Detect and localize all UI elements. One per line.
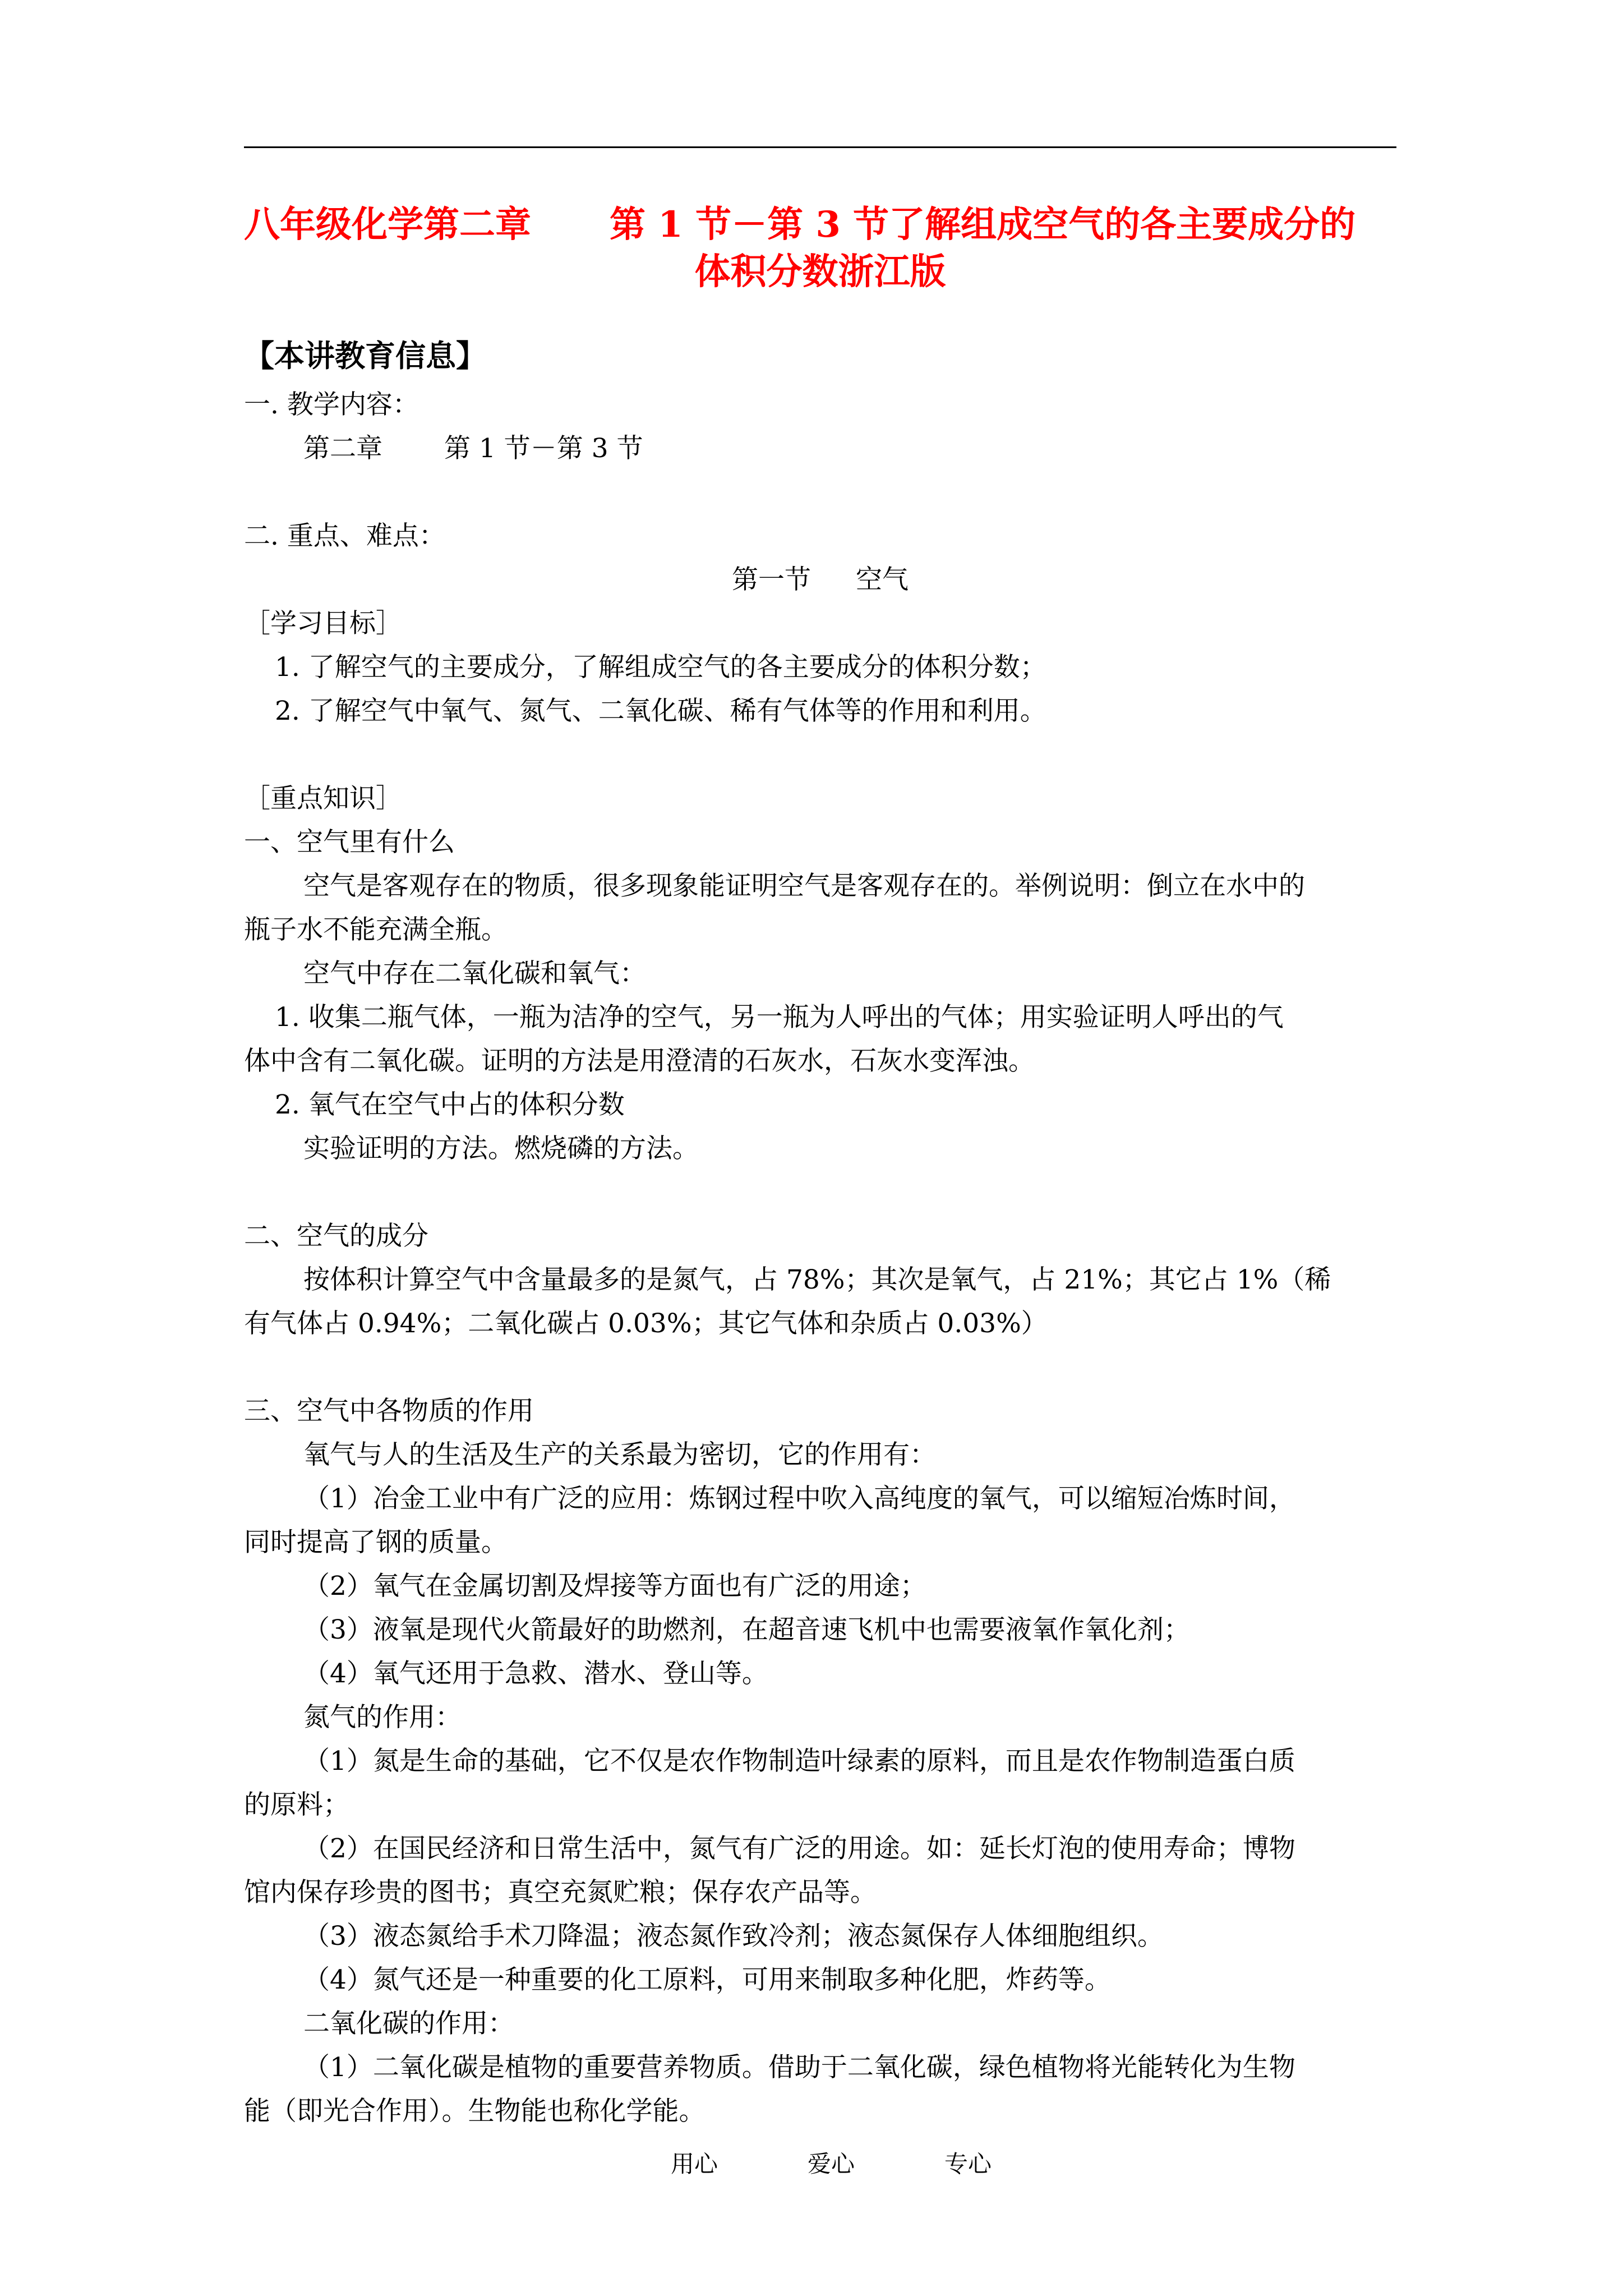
oxygen-intro: 氧气与人的生活及生产的关系最为密切，它的作用有：: [303, 1439, 936, 1470]
nitrogen-intro: 氮气的作用：: [303, 1702, 462, 1733]
title-topic: 第 1 节－第 3 节了解组成空气的各主要成分的: [610, 204, 1356, 246]
section1-chapter: 第二章: [303, 433, 382, 464]
footer-word-1: 用心: [671, 2150, 718, 2178]
co2-intro: 二氧化碳的作用：: [303, 2008, 514, 2039]
knowledge-part3-heading: 三、空气中各物质的作用: [244, 1396, 534, 1427]
nitrogen-use-4: （4）氮气还是一种重要的化工原料，可用来制取多种化肥，炸药等。: [303, 1964, 1111, 1995]
section2-heading: 二. 重点、难点：: [244, 521, 445, 551]
nitrogen-use-3: （3）液态氮给手术刀降温；液态氮作致冷剂；液态氮保存人体细胞组织。: [303, 1921, 1164, 1952]
footer-word-3: 专心: [944, 2150, 992, 2178]
knowledge-part2-line1: 按体积计算空气中含量最多的是氮气，占 78%；其次是氧气，占 21%；其它占 1%（稀: [303, 1264, 1331, 1295]
nitrogen-use-2-line2: 馆内保存珍贵的图书；真空充氮贮粮；保存农产品等。: [244, 1877, 877, 1908]
goals-heading: ［学习目标］: [244, 608, 402, 639]
goals-item-2: 2. 了解空气中氧气、氮气、二氧化碳、稀有气体等的作用和利用。: [275, 696, 1046, 726]
section1-sections: 第 1 节－第 3 节: [444, 433, 643, 464]
section2-subtitle-number: 第一节: [732, 564, 811, 595]
knowledge-p1-line1: 空气是客观存在的物质，很多现象能证明空气是客观存在的。举例说明：倒立在水中的: [303, 871, 1305, 901]
nitrogen-use-1-line1: （1）氮是生命的基础，它不仅是农作物制造叶绿素的原料，而且是农作物制造蛋白质: [303, 1746, 1295, 1777]
document-title-line-1: [244, 200, 1396, 250]
document-title-line-2: 体积分数浙江版: [694, 251, 946, 293]
knowledge-part2-line2: 有气体占 0.94%；二氧化碳占 0.03%；其它气体和杂质占 0.03%）: [244, 1308, 1048, 1339]
section1-content: [303, 432, 643, 466]
oxygen-use-2: （2）氧气在金属切割及焊接等方面也有广泛的用途；: [303, 1571, 926, 1602]
co2-use-1-line1: （1）二氧化碳是植物的重要营养物质。借助于二氧化碳，绿色植物将光能转化为生物: [303, 2052, 1295, 2083]
goals-item-1: 1. 了解空气的主要成分，了解组成空气的各主要成分的体积分数；: [275, 652, 1046, 683]
nitrogen-use-2-line1: （2）在国民经济和日常生活中，氮气有广泛的用途。如：延长灯泡的使用寿命；博物: [303, 1833, 1295, 1864]
knowledge-item2-detail: 实验证明的方法。燃烧磷的方法。: [303, 1133, 699, 1164]
knowledge-p2: 空气中存在二氧化碳和氧气：: [303, 958, 646, 989]
knowledge-part2-heading: 二、空气的成分: [244, 1221, 428, 1251]
knowledge-item1-line1: 1. 收集二瓶气体，一瓶为洁净的空气，另一瓶为人呼出的气体；用实验证明人呼出的气: [275, 1002, 1284, 1033]
section1-heading: 一. 教学内容：: [244, 389, 419, 420]
footer-word-2: 爱心: [808, 2150, 855, 2178]
title-chapter: 八年级化学第二章: [244, 204, 531, 246]
section2-subtitle: [244, 563, 1396, 597]
oxygen-use-1-line1: （1）冶金工业中有广泛的应用：炼钢过程中吹入高纯度的氧气，可以缩短冶炼时间，: [303, 1483, 1295, 1514]
knowledge-item1-line2: 体中含有二氧化碳。证明的方法是用澄清的石灰水，石灰水变浑浊。: [244, 1046, 1035, 1076]
section2-subtitle-name: 空气: [856, 564, 909, 595]
oxygen-use-1-line2: 同时提高了钢的质量。: [244, 1527, 508, 1558]
nitrogen-use-1-line2: 的原料；: [244, 1789, 349, 1820]
co2-use-1-line2: 能（即光合作用）。生物能也称化学能。: [244, 2096, 706, 2127]
knowledge-part1-heading: 一、空气里有什么: [244, 827, 455, 858]
header-rule: [244, 146, 1396, 148]
knowledge-item2: 2. 氧气在空气中占的体积分数: [275, 1089, 625, 1120]
knowledge-heading: ［重点知识］: [244, 783, 402, 814]
page-footer: [671, 2148, 992, 2180]
info-heading: 【本讲教育信息】: [244, 338, 486, 374]
oxygen-use-4: （4）氧气还用于急救、潜水、登山等。: [303, 1658, 768, 1689]
oxygen-use-3: （3）液氧是现代火箭最好的助燃剂，在超音速飞机中也需要液氧作氧化剂；: [303, 1614, 1190, 1645]
knowledge-p1-line2: 瓶子水不能充满全瓶。: [244, 914, 508, 945]
